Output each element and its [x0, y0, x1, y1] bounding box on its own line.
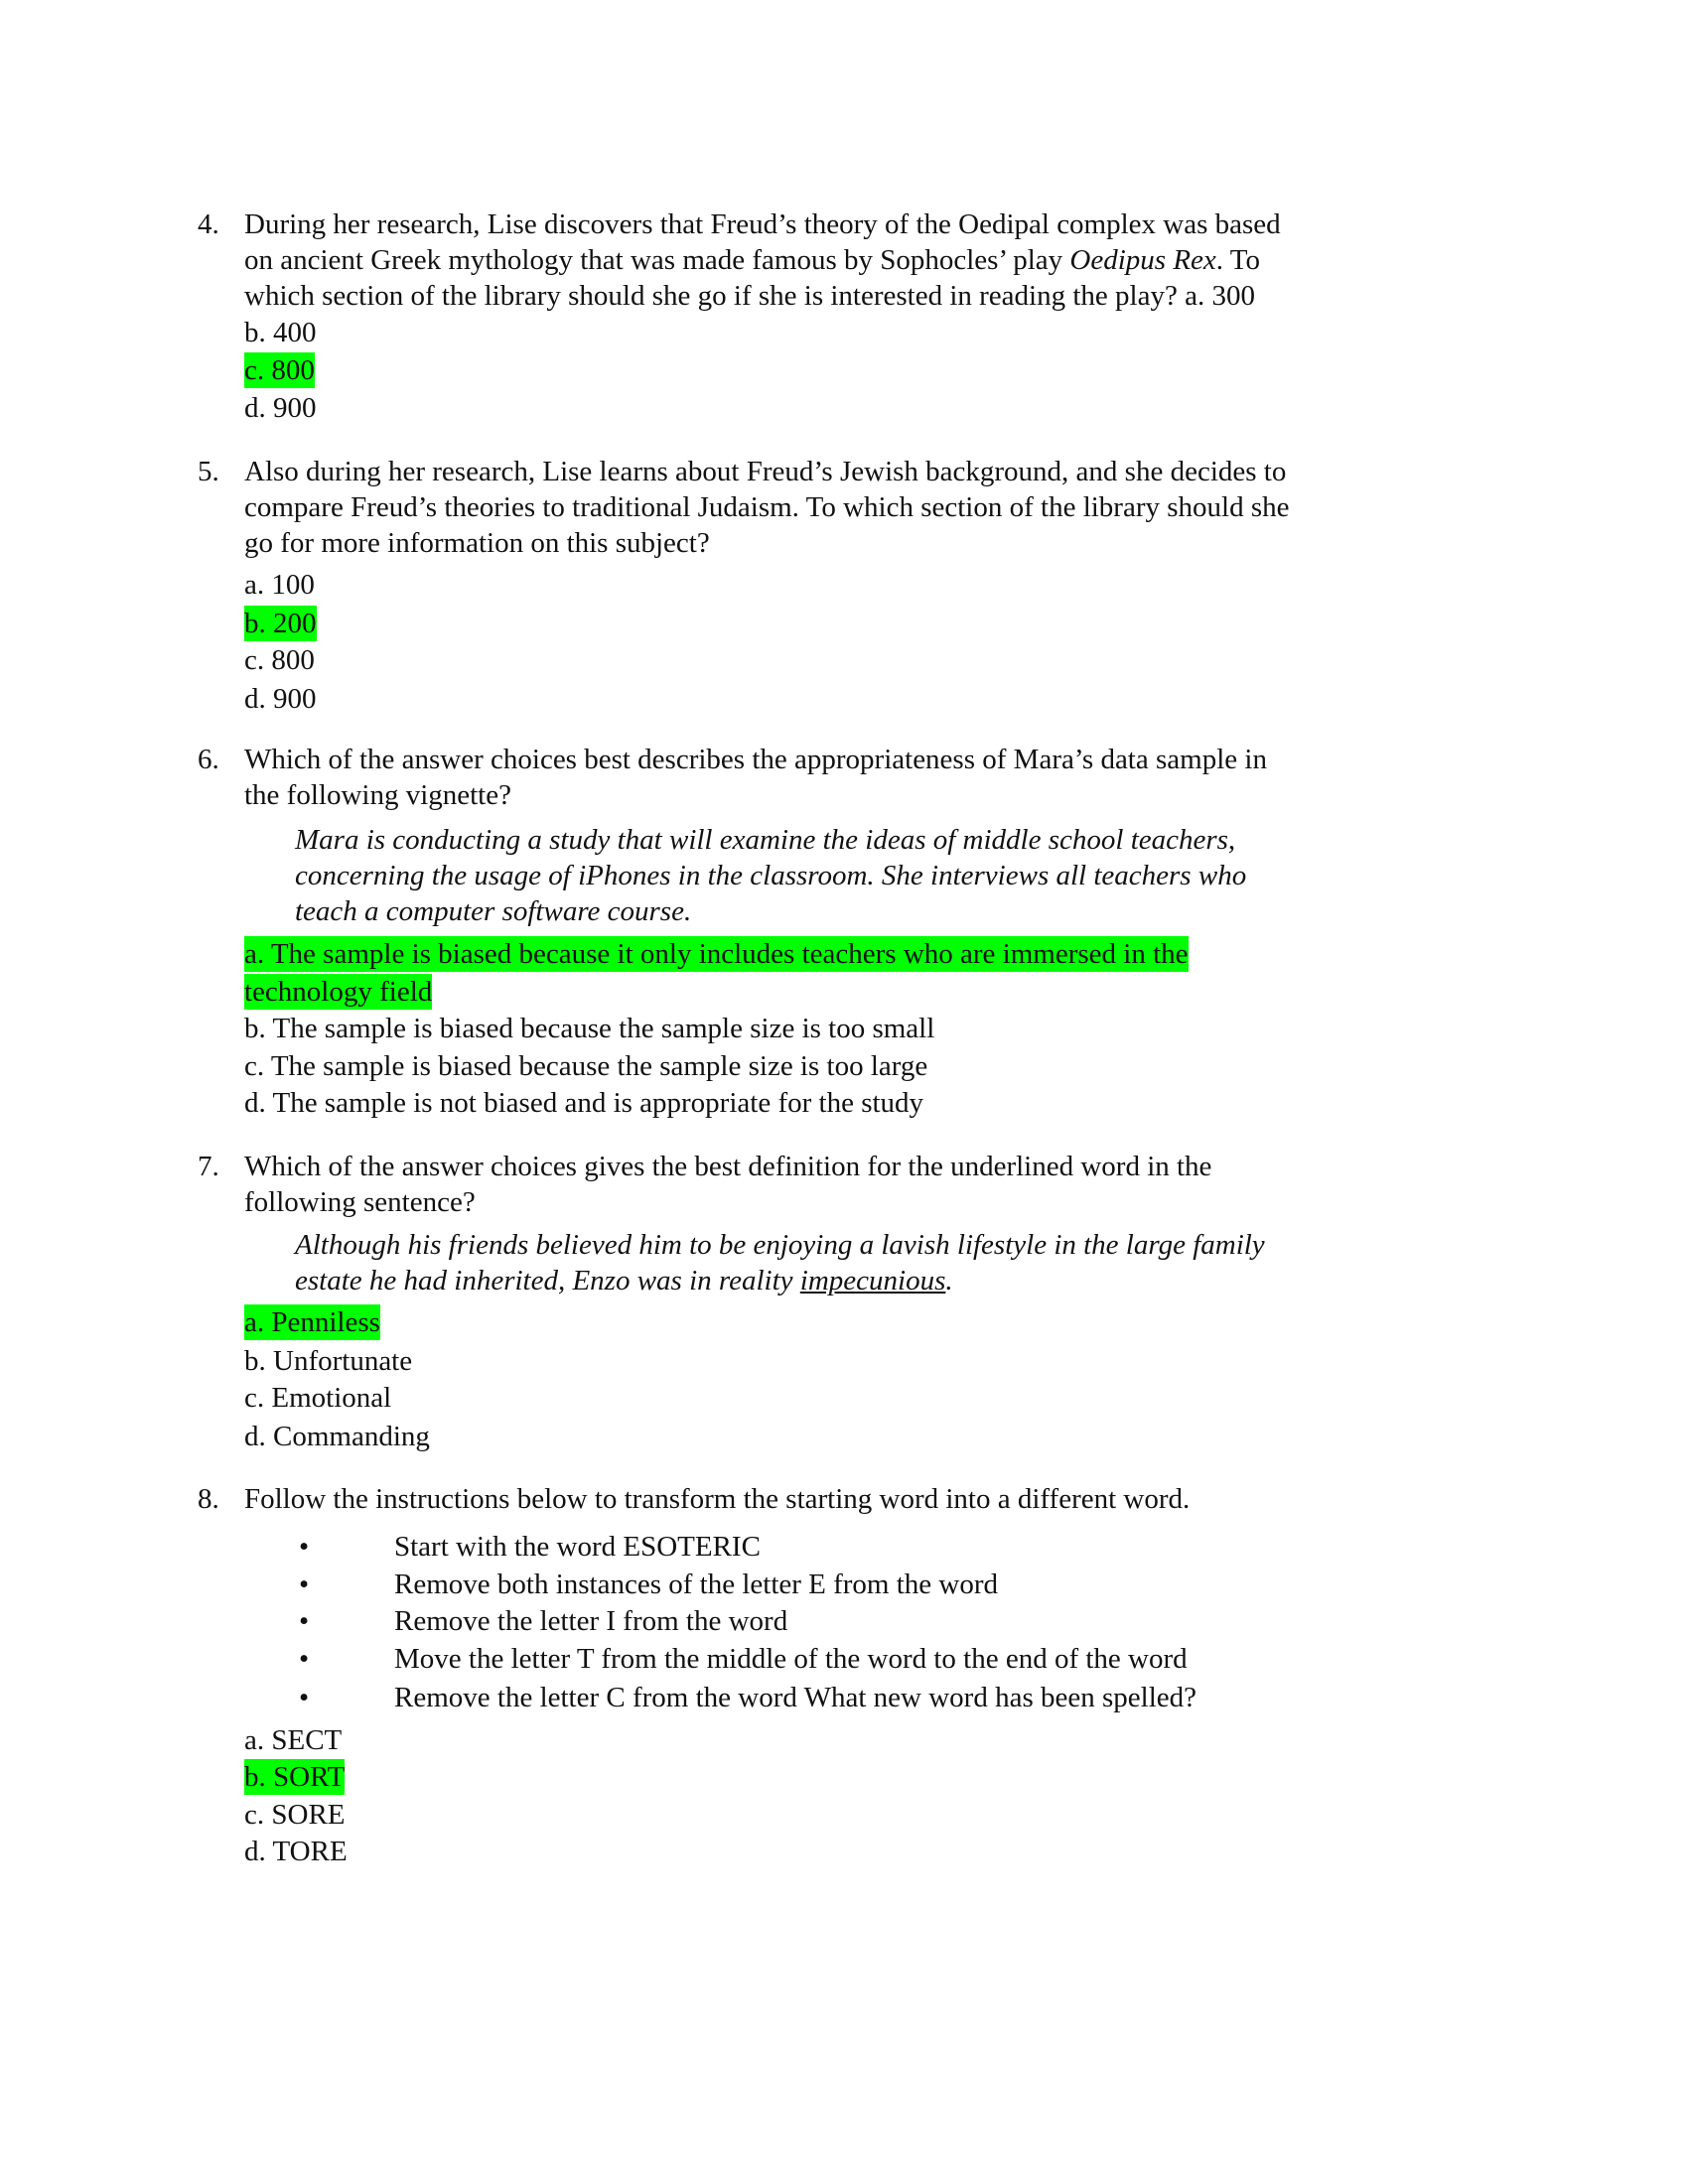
question-text: which section of the library should she go if she is interested in reading the play? a. 300	[244, 280, 1255, 312]
answer-option: d. Commanding	[244, 1421, 430, 1452]
bullet-icon: •	[299, 1682, 310, 1713]
answer-option: d. The sample is not biased and is appropriate for the study	[244, 1087, 924, 1119]
answer-option: b. Unfortunate	[244, 1345, 413, 1377]
question-text: compare Freud’s theories to traditional Judaism. To which section of the library should she	[244, 491, 1290, 523]
answer-option: c. The sample is biased because the sample size is too large	[244, 1050, 928, 1082]
answer-option-correct: b. SORT	[244, 1761, 346, 1793]
question-number: 7.	[198, 1151, 219, 1182]
answer-option-correct: a. Penniless	[244, 1306, 380, 1338]
text: .	[945, 1265, 953, 1297]
answer-option: c. Emotional	[244, 1382, 392, 1414]
question-text: Follow the instructions below to transform the starting word into a different word.	[244, 1483, 1191, 1515]
question-text: During her research, Lise discovers that Freud’s theory of the Oedipal complex was based	[244, 208, 1281, 240]
question-number: 4.	[198, 208, 219, 240]
text: . To	[1215, 244, 1260, 276]
instruction-step: Move the letter T from the middle of the word to the end of the word	[394, 1643, 1188, 1675]
answer-option: d. 900	[244, 392, 317, 424]
question-number: 8.	[198, 1483, 219, 1515]
vignette-text: concerning the usage of iPhones in the classroom. She interviews all teachers who	[295, 860, 1247, 891]
vignette-text: teach a computer software course.	[295, 895, 692, 927]
bullet-icon: •	[299, 1605, 310, 1637]
text: estate he had inherited, Enzo was in reality	[295, 1265, 800, 1297]
answer-option-correct: a. The sample is biased because it only includes teachers who are immersed in the	[244, 938, 1189, 970]
answer-option: d. TORE	[244, 1836, 348, 1867]
answer-option: b. 400	[244, 317, 317, 348]
instruction-step: Start with the word ESOTERIC	[394, 1531, 761, 1563]
instruction-step: Remove both instances of the letter E from the word	[394, 1569, 999, 1600]
underlined-word: impecunious	[799, 1265, 946, 1297]
text: on ancient Greek mythology that was made famous by Sophocles’ play	[244, 244, 1070, 276]
answer-option: c. SORE	[244, 1799, 346, 1831]
question-text: the following vignette?	[244, 779, 511, 811]
vignette-text: Mara is conducting a study that will examine the ideas of middle school teachers,	[295, 824, 1236, 856]
question-text: Which of the answer choices gives the best definition for the underlined word in the	[244, 1151, 1212, 1182]
question-text: go for more information on this subject?	[244, 527, 710, 559]
play-title: Oedipus Rex	[1069, 244, 1216, 276]
answer-option: b. The sample is biased because the sample size is too small	[244, 1013, 935, 1044]
instruction-step: Remove the letter C from the word What new word has been spelled?	[394, 1682, 1196, 1713]
answer-option-correct: b. 200	[244, 608, 317, 639]
question-text: following sentence?	[244, 1186, 476, 1218]
answer-option: a. 100	[244, 569, 315, 601]
bullet-icon: •	[299, 1643, 310, 1675]
bullet-icon: •	[299, 1569, 310, 1600]
question-number: 5.	[198, 456, 219, 487]
answer-option-correct: technology field	[244, 976, 433, 1008]
answer-option: a. SECT	[244, 1724, 343, 1756]
instruction-step: Remove the letter I from the word	[394, 1605, 788, 1637]
sentence-text: Although his friends believed him to be enjoying a lavish lifestyle in the large family	[295, 1229, 1265, 1261]
bullet-icon: •	[299, 1531, 310, 1563]
question-text: Which of the answer choices best describes the appropriateness of Mara’s data sample in	[244, 744, 1267, 775]
answer-option: c. 800	[244, 644, 315, 676]
answer-option: d. 900	[244, 683, 317, 715]
answer-option-correct: c. 800	[244, 354, 315, 386]
question-number: 6.	[198, 744, 219, 775]
question-text	[244, 242, 1260, 278]
question-text: Also during her research, Lise learns about Freud’s Jewish background, and she decides to	[244, 456, 1287, 487]
sentence-text	[295, 1263, 953, 1298]
